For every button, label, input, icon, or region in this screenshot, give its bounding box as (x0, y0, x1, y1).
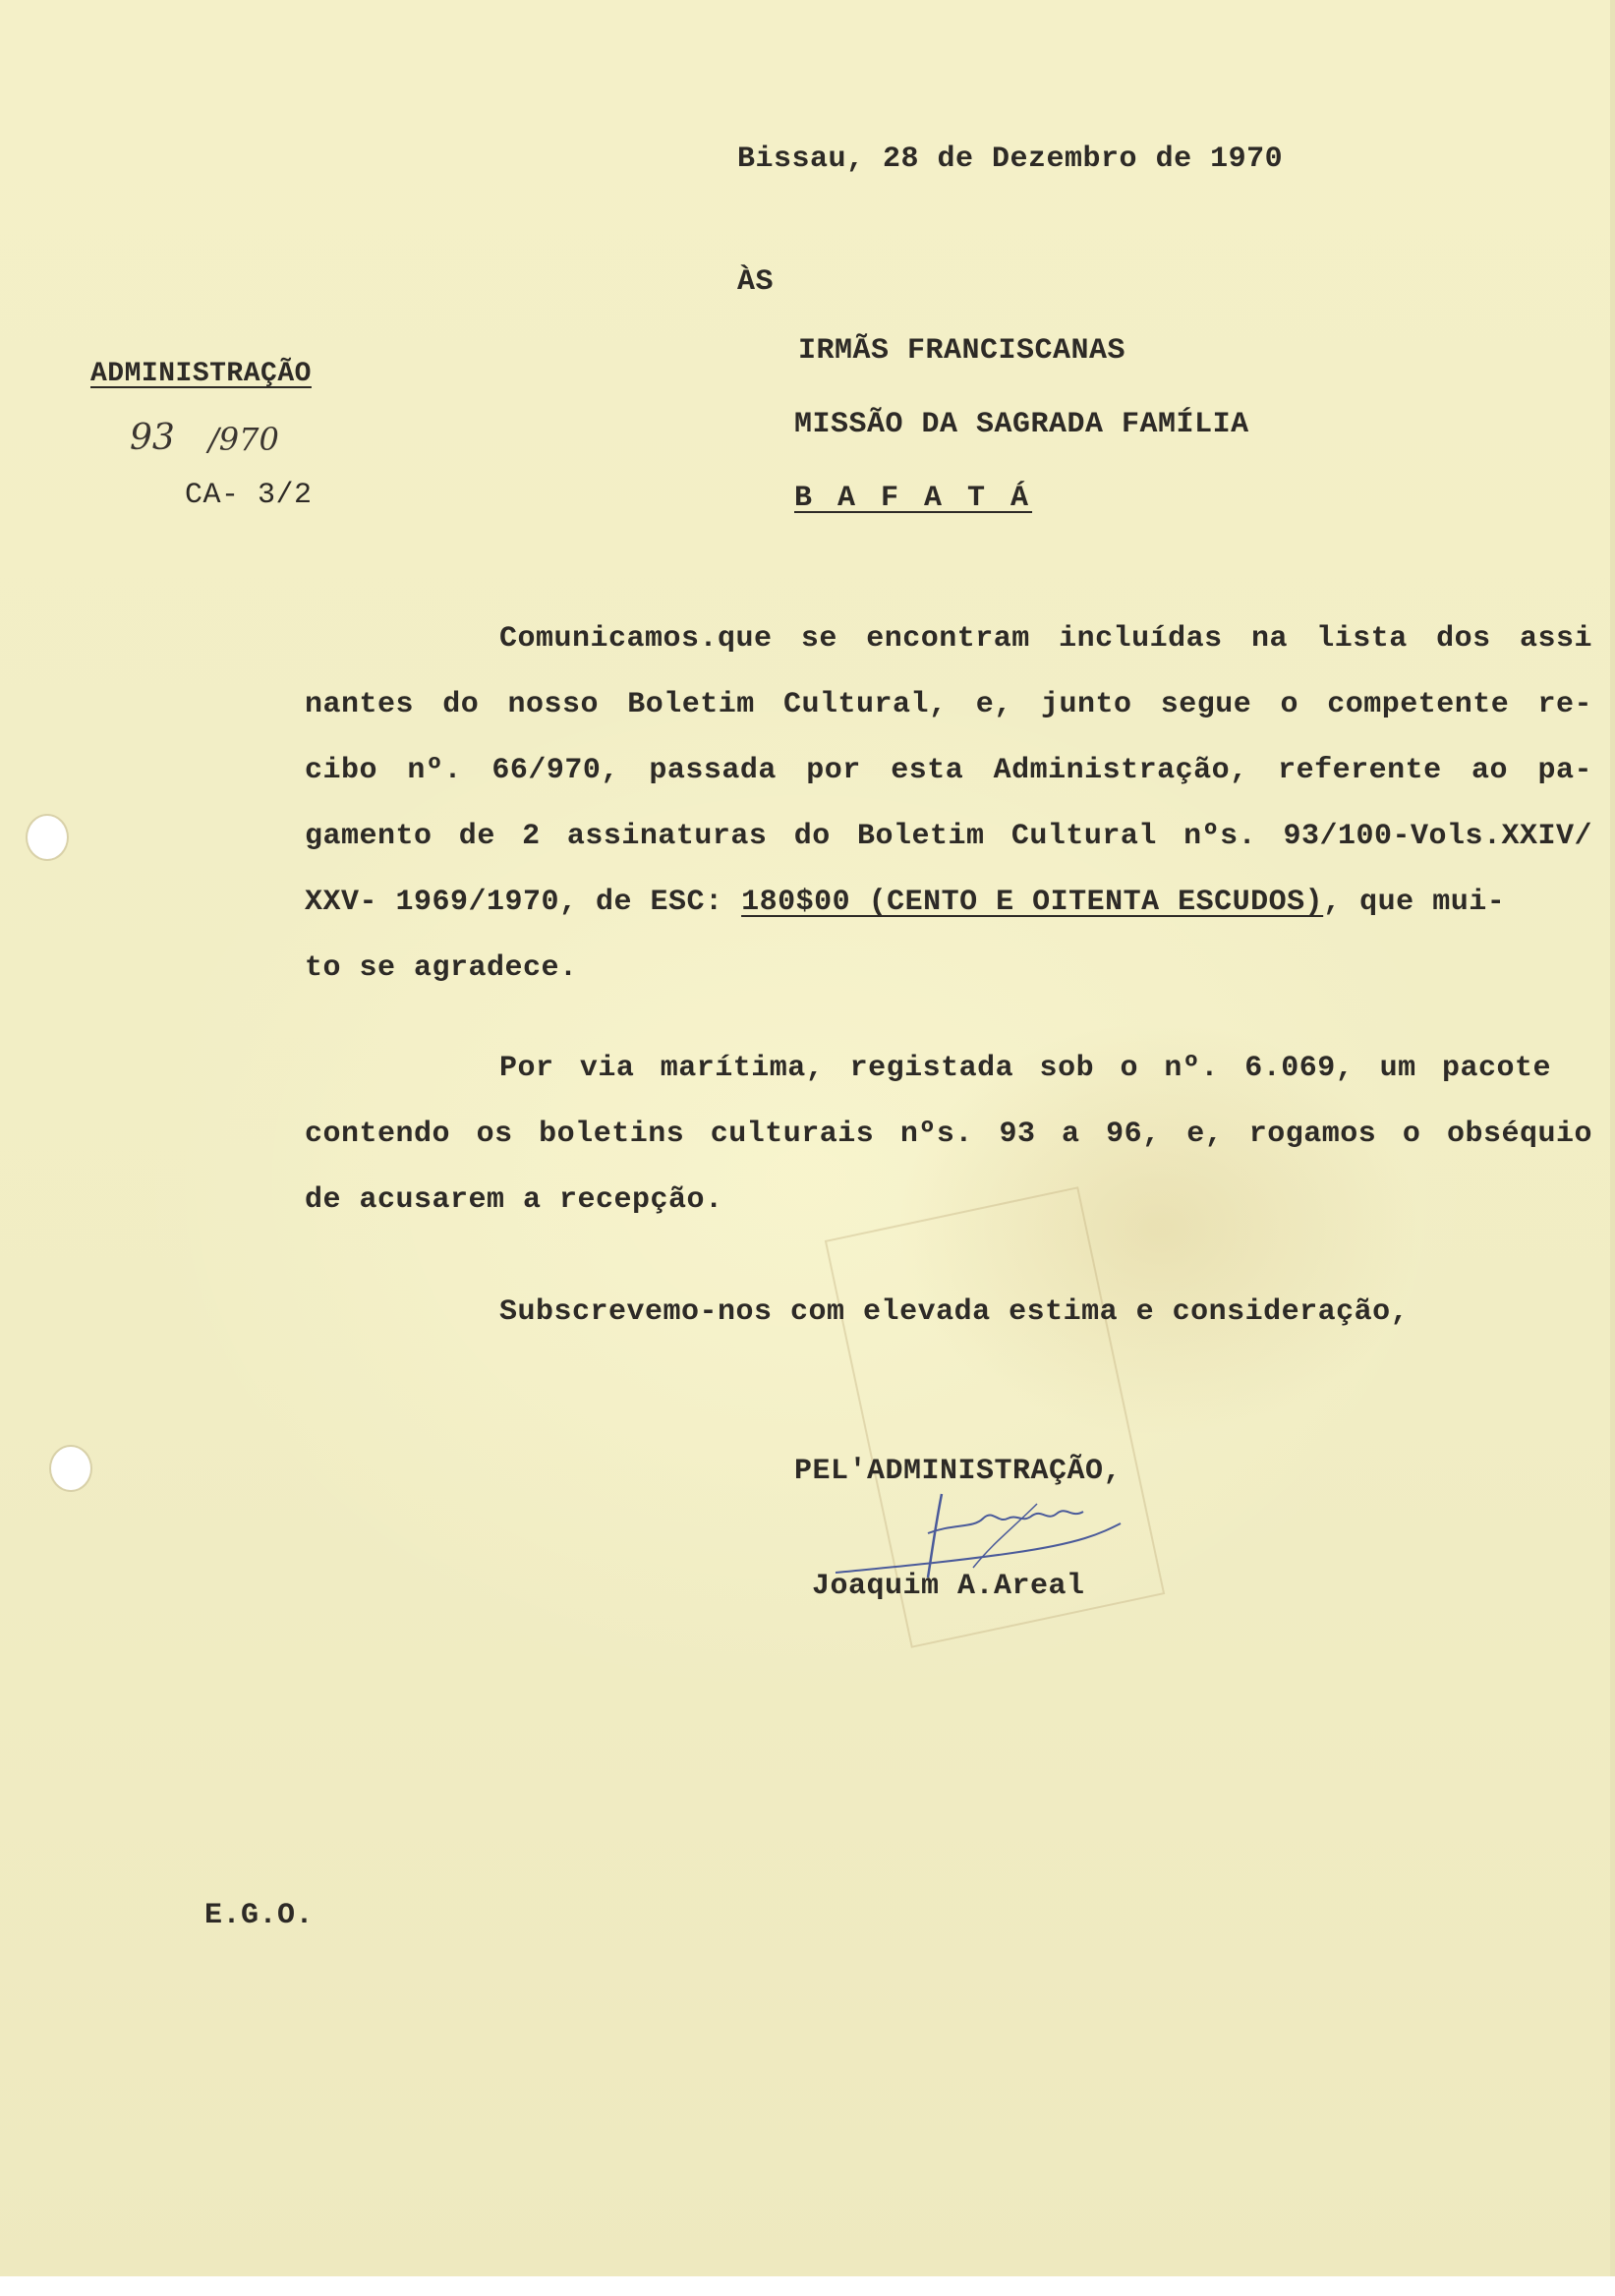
paragraph-1-line-6: to se agradece. (305, 951, 578, 985)
paragraph-2-line-3: de acusarem a recepção. (305, 1183, 723, 1217)
signature-org: PEL'ADMINISTRAÇÃO, (794, 1455, 1123, 1488)
paper-edge-right (1610, 0, 1615, 2296)
recipient-line-1: IRMÃS FRANCISCANAS (798, 334, 1126, 368)
place-date: Bissau, 28 de Dezembro de 1970 (737, 143, 1284, 176)
paragraph-1-line-4: gamento de 2 assinaturas do Boletim Cultural nºs. 93/100-Vols.XXIV/ (305, 820, 1592, 853)
payment-suffix: , que mui- (1323, 886, 1506, 919)
reference-department: ADMINISTRAÇÃO (90, 359, 312, 389)
signatory-name: Joaquim A.Areal (812, 1570, 1085, 1603)
payment-amount: 180$00 (CENTO E OITENTA ESCUDOS) (741, 886, 1324, 919)
payment-prefix: XXV- 1969/1970, de ESC: (305, 886, 742, 919)
punch-hole-bottom (51, 1447, 90, 1490)
reference-year: /970 (208, 421, 279, 458)
reference-handwritten-number: 93 (130, 418, 175, 458)
reference-code: CA- 3/2 (185, 479, 313, 512)
paragraph-2-line-1: Por via marítima, registada sob o nº. 6.069, um pacote (499, 1052, 1551, 1085)
recipient-salutation: ÀS (737, 265, 775, 299)
page-background-bottom (0, 2276, 1615, 2296)
recipient-line-2: MISSÃO DA SAGRADA FAMÍLIA (794, 408, 1249, 441)
paragraph-1-line-2: nantes do nosso Boletim Cultural, e, junto segue o competente re- (305, 688, 1592, 721)
punch-hole-top (28, 816, 67, 859)
paragraph-1-line-5 (305, 886, 1505, 919)
footer-initials: E.G.O. (204, 1899, 315, 1932)
paragraph-2-line-2: contendo os boletins culturais nºs. 93 a 96, e, rogamos o obséquio (305, 1118, 1592, 1151)
closing-line: Subscrevemo-nos com elevada estima e consideração, (499, 1295, 1410, 1329)
recipient-line-3: B A F A T Á (794, 482, 1033, 515)
paragraph-1-line-3: cibo nº. 66/970, passada por esta Administração, referente ao pa- (305, 754, 1592, 787)
paragraph-1-line-1: Comunicamos.que se encontram incluídas na lista dos assi (499, 622, 1592, 656)
